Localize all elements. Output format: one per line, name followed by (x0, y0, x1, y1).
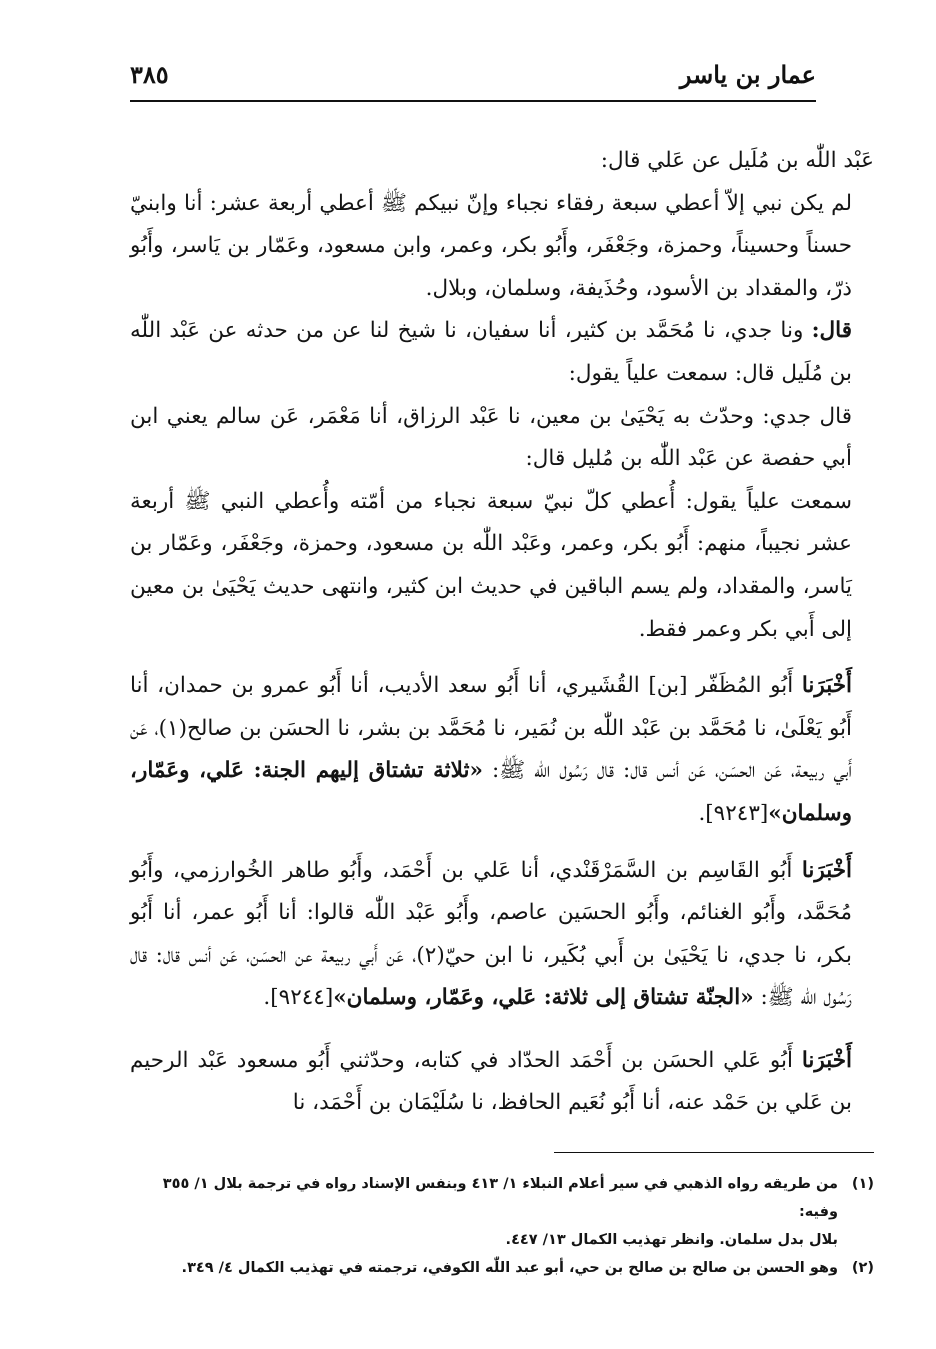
main-text (130, 140, 874, 1125)
paragraph (130, 183, 874, 311)
text-run: لم يكن نبي إلاّ أعطي سبعة رفقاء نجباء وإنّ نبيكم ﷺ أعطي أربعة عشر: أنا وابنيّ حسناً وحسيناً، وحمزة، وجَعْفَر، وأَبُو بكر، وعمر، وابن مسعود، وعَمّار بن يَاسر، وأَبُو ذرّ، والمقداد بن الأسود، وحُذَيفة، وسلمان، وبلال. (130, 190, 852, 301)
paragraph (130, 310, 874, 395)
running-header (130, 58, 816, 98)
header-rule (130, 100, 816, 102)
text-run: عَبْد اللّٰه بن مُلَيل عن عَلي قال: (600, 148, 874, 173)
text-run: سمعت علياً يقول: أُعطي كلّ نبيّ سبعة نجباء من أمّته وأُعطي النبي ﷺ أربعة عشر نجيباً، منهم: أَبُو بكر، وعمر، وعَبْد اللّٰه بن مسعود، وحمزة، وجَعْفَر، وعَمّار بن يَاسر، والمقداد، ولم يسم الباقين في حديث ابن كثير، وانتهى حديث يَحْيَىٰ بن معين إلى أَبي بكر وعمر فقط. (130, 488, 852, 642)
paragraph (130, 850, 874, 1020)
page-number: ٣٨٥ (130, 60, 169, 89)
text-run: أَبُو عَلي الحسَن بن أَحْمَد الحدّاد في كتابه، وحدّثني أَبُو مسعود عَبْد الرحيم بن عَلي بن حَمْد عنه، أنا أَبُو نُعَيم الحافظ، نا سُلَيْمَان بن أَحْمَد، نا (130, 1047, 852, 1116)
text-run: قال جدي: وحدّث به يَحْيَىٰ بن معين، نا عَبْد الرزاق، أنا مَعْمَر، عَن سالم يعني ابن أبي حفصة عن عَبْد اللّٰه بن مُليل قال: (130, 403, 852, 472)
footnote-number: (١) (851, 1176, 874, 1192)
bold-text: قال: (811, 318, 852, 344)
footnote-text: من طريقه رواه الذهبي في سير أعلام النبلاء ١/ ٤١٣ وبنفس الإسناد رواه في ترجمة بلال ١/ ٣٥٥ وفيه: (162, 1176, 838, 1220)
bold-text: أَخْبَرَنا (801, 857, 852, 883)
footnote (130, 1170, 874, 1226)
bold-text: «الجنّة تشتاق إلى ثلاثة: عَلي، وعَمّار، وسلمان» (333, 985, 754, 1011)
text-run: [٩٢٤٤]. (263, 985, 334, 1011)
footnote-number: (٢) (851, 1260, 874, 1276)
footnote-rule (554, 1152, 874, 1153)
header-title: عمار بن ياسر (679, 60, 816, 89)
footnote-continuation: بلال بدل سلمان. وانظر تهذيب الكمال ١٣/ ٤٤٧. (505, 1232, 838, 1248)
footnote-text: وهو الحسن بن صالح بن صالح بن حي، أبو عبد اللّٰه الكوفي، ترجمته في تهذيب الكمال ٤/ ٣٤٩. (181, 1260, 838, 1276)
paragraph (130, 665, 874, 835)
text-run: ونا جدي، نا مُحَمَّد بن كثير، أنا سفيان، نا شيخ لنا عن من حدثه عن عَبْد اللّٰه بن مُلَيل قال: سمعت علياً يقول: (130, 318, 852, 386)
paragraph (130, 1040, 874, 1125)
paragraph (130, 140, 874, 183)
bold-text: أَخْبَرَنا (801, 673, 852, 699)
text-run: [٩٢٤٣]. (698, 800, 769, 826)
paragraph (130, 396, 874, 481)
paragraph (130, 481, 874, 651)
footnotes (130, 1170, 874, 1282)
bold-text: «ثلاثة تشتاق إليهم الجنة: عَلي، وعَمّار، وسلمان» (130, 758, 852, 826)
footnote (130, 1254, 874, 1282)
text-run: أَبُو المُظَفّر [بن] القُشَيري، أنا أَبُو سعد الأديب، أنا أَبُو عمرو بن حمدان، أنا أَبُو يَعْلَىٰ، نا مُحَمَّد بن عَبْد اللّٰه بن نُمَير، نا مُحَمَّد بن بشر، نا الحسَن بن صالح(١)، عَن أَبي ربيعة، عَن الحسَن، عَن أنس قال: قال رَسُول اللّٰه ﷺ: (130, 673, 853, 784)
text-run: أَبُو القَاسِم بن السَّمَرْقَنْدي، أنا عَلي بن أَحْمَد، وأَبُو طاهر الخُوارزمي، وأَبُو مُحَمَّد، وأَبُو الغنائم، وأَبُو الحسَين عاصم، وأَبُو عَبْد اللّٰه قالوا: أنا أَبُو عمر، أنا أَبُو بكر، نا جدي، نا يَحْيَىٰ بن أَبي بُكَير، نا ابن حيّ(٢)، عَن أَبي ربيعة عن الحسَن، عَن أنس قال: قال رَسُول اللّٰه ﷺ: (130, 857, 852, 1011)
bold-text: أَخْبَرَنا (801, 1047, 852, 1073)
